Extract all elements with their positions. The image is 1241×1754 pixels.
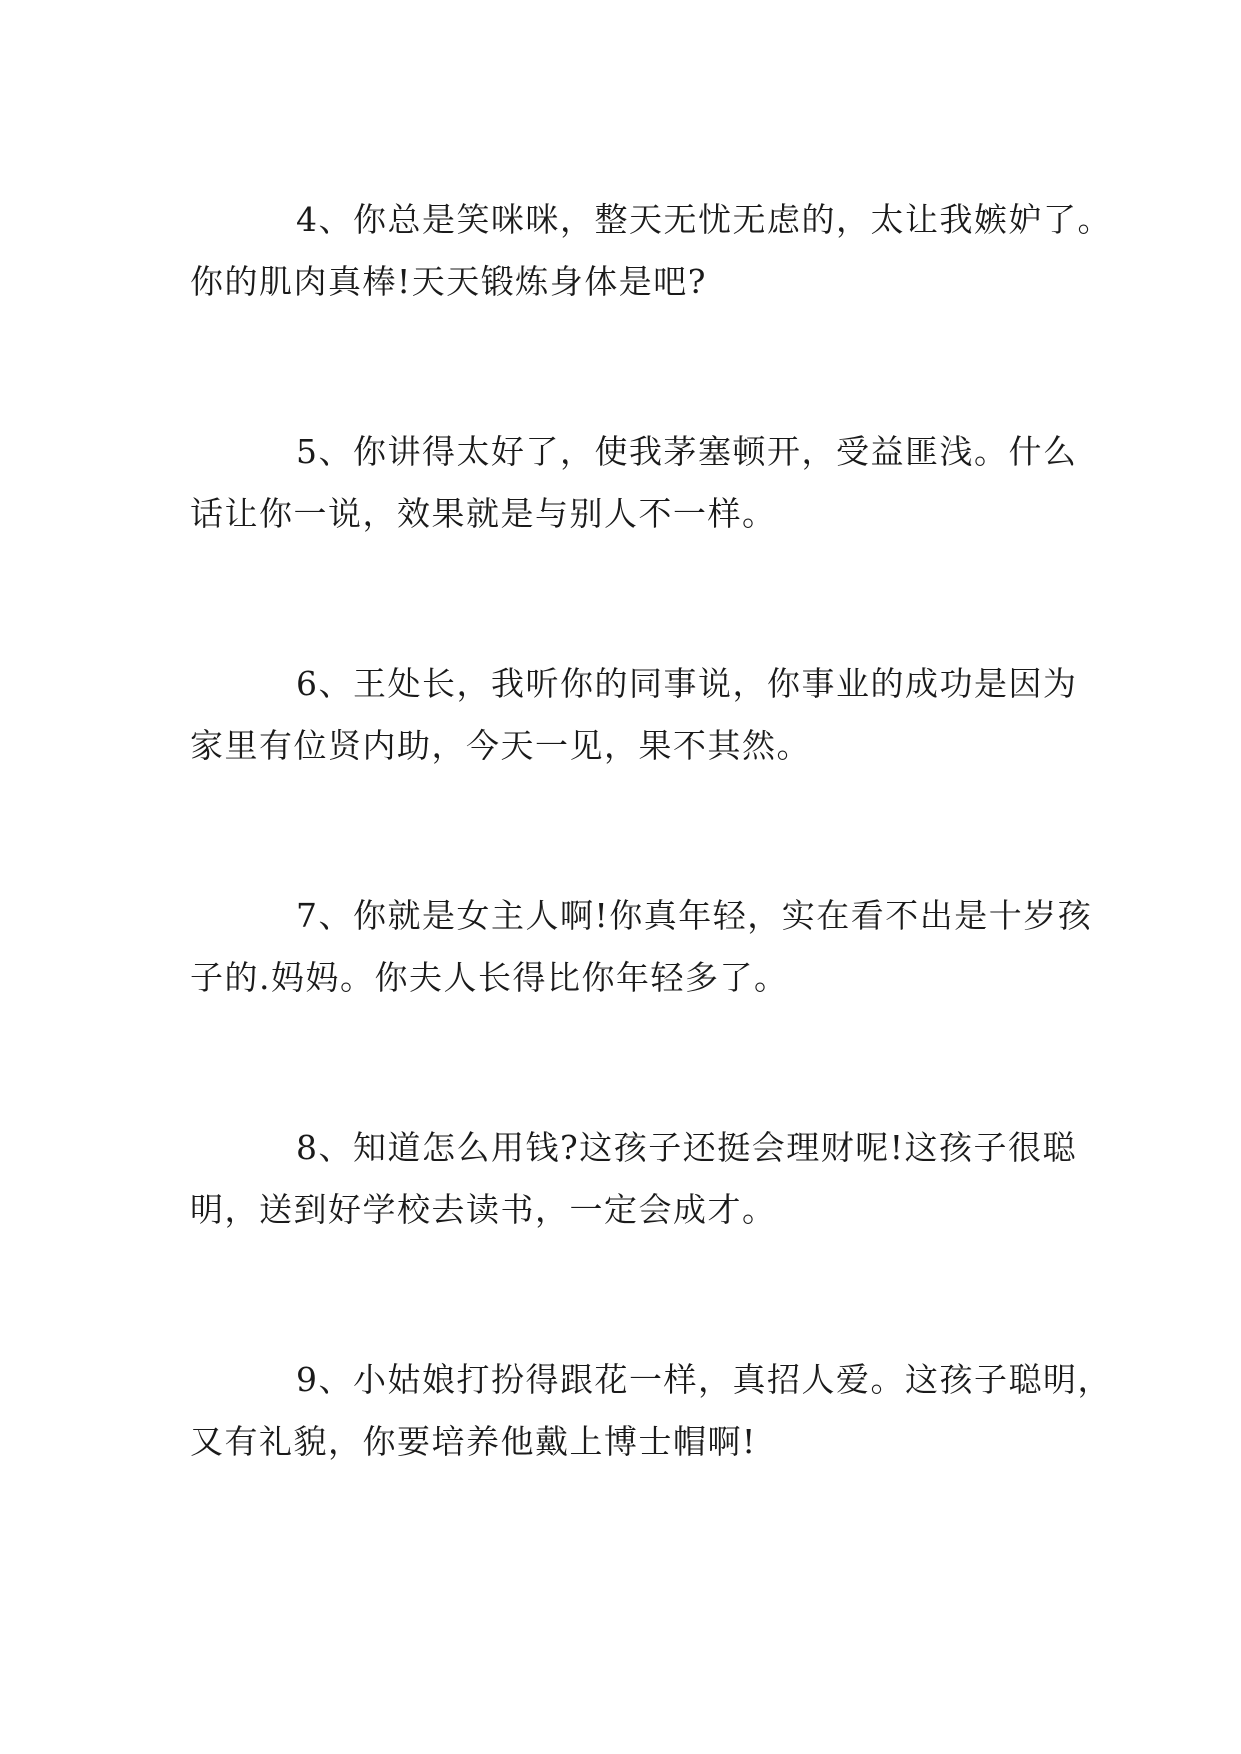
- paragraph-line: 家里有位贤内助，今天一见，果不其然。: [190, 726, 811, 765]
- paragraph-line: 话让你一说，效果就是与别人不一样。: [190, 494, 777, 533]
- paragraph-line: 8、知道怎么用钱?这孩子还挺会理财呢!这孩子很聪: [296, 1128, 1077, 1167]
- paragraph-8: [190, 1117, 1077, 1241]
- paragraph-line: 5、你讲得太好了，使我茅塞顿开，受益匪浅。什么: [296, 432, 1078, 471]
- paragraph-line: 9、小姑娘打扮得跟花一样，真招人爱。这孩子聪明，: [296, 1360, 1112, 1399]
- paragraph-4: [190, 189, 1112, 313]
- paragraph-7: [190, 885, 1093, 1009]
- paragraph-line: 6、王处长，我听你的同事说，你事业的成功是因为: [296, 664, 1078, 703]
- paragraph-line: 明，送到好学校去读书，一定会成才。: [190, 1190, 777, 1229]
- paragraph-line: 你的肌肉真棒!天天锻炼身体是吧?: [190, 262, 707, 301]
- paragraph-5: [190, 421, 1078, 545]
- paragraph-9: [190, 1349, 1112, 1473]
- paragraph-line: 4、你总是笑咪咪，整天无忧无虑的，太让我嫉妒了。: [296, 200, 1112, 239]
- paragraph-6: [190, 653, 1078, 777]
- paragraph-line: 7、你就是女主人啊!你真年轻，实在看不出是十岁孩: [296, 896, 1093, 935]
- paragraph-line: 子的.妈妈。你夫人长得比你年轻多了。: [190, 958, 789, 997]
- paragraph-line: 又有礼貌，你要培养他戴上博士帽啊!: [190, 1422, 757, 1461]
